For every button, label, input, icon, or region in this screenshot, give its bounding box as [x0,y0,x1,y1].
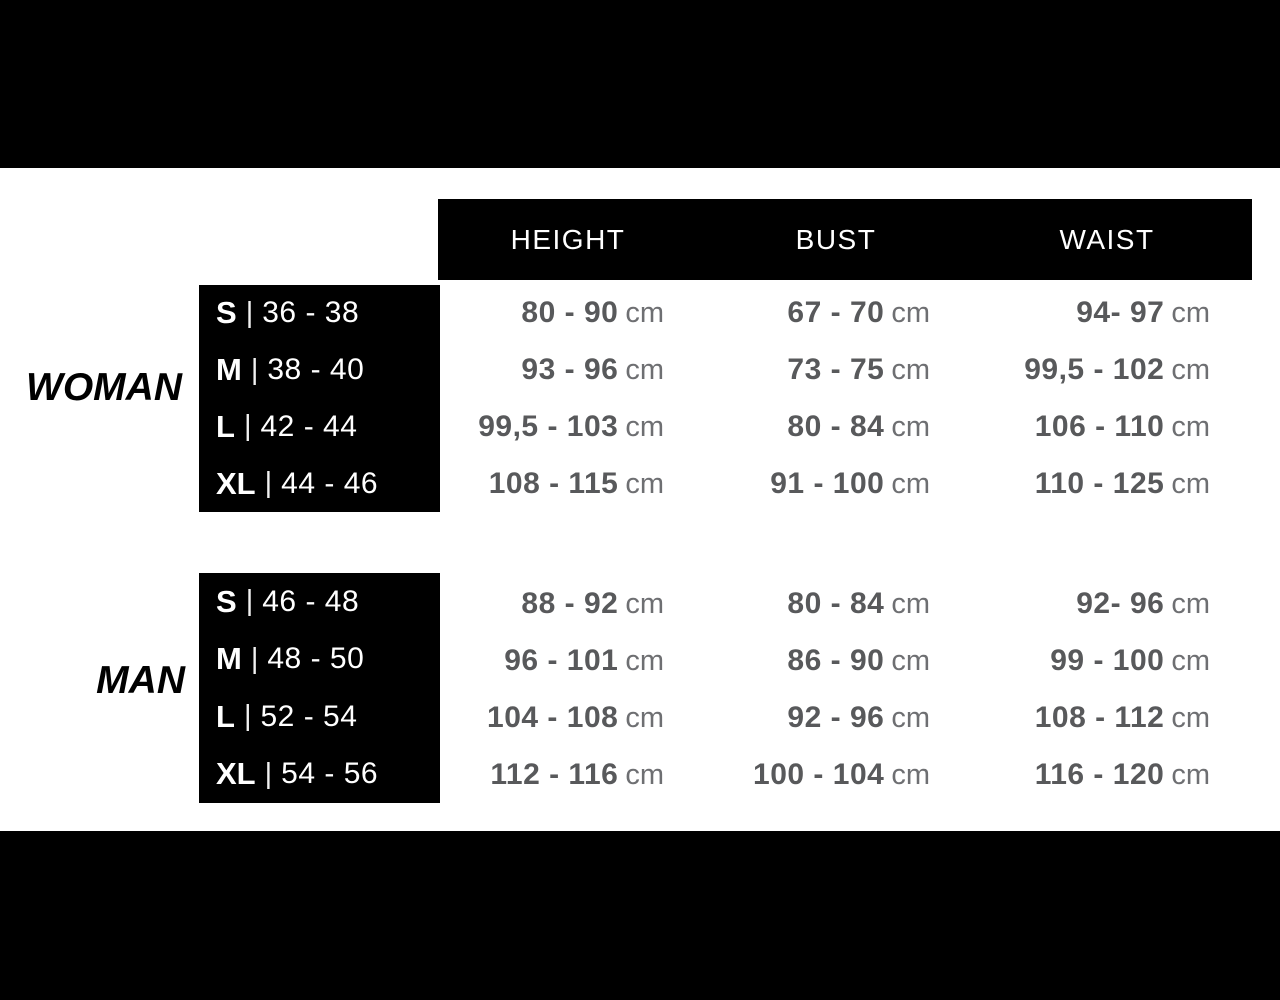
header-waist-label: WAIST [1059,224,1155,255]
measurement-value: 99,5 - 103 [478,410,619,443]
header-bust-label: BUST [795,224,877,255]
size-range: 38 - 40 [267,353,365,387]
measurement-unit: cm [1171,468,1210,500]
size-range: 46 - 48 [262,584,360,618]
man-m-waist-cell [870,633,1210,689]
man-xl-waist-cell [870,747,1210,803]
measurement-value: 93 - 96 [521,353,619,386]
size-separator: | [243,410,252,443]
woman-l-waist-cell [870,399,1210,455]
measurement-value: 80 - 84 [787,410,885,443]
measurement-unit: cm [1171,411,1210,443]
measurement-value: 108 - 115 [488,467,619,500]
measurement-value: 80 - 84 [787,587,885,620]
measurement-unit: cm [1171,297,1210,329]
size-letter: L [216,408,235,444]
measurement-unit: cm [891,588,930,620]
measurement-value: 100 - 104 [753,758,885,791]
size-separator: | [264,757,273,790]
measurement-unit: cm [625,759,664,791]
size-range: 54 - 56 [281,757,379,791]
measurement-unit: cm [891,354,930,386]
size-separator: | [245,585,254,618]
size-letter: M [216,352,242,388]
measurement-unit: cm [891,645,930,677]
woman-s-waist-cell [870,285,1210,341]
size-range: 44 - 46 [281,466,379,500]
measurement-value: 67 - 70 [787,296,885,329]
measurement-value: 104 - 108 [487,701,619,734]
measurement-value: 106 - 110 [1034,410,1165,443]
measurement-unit: cm [625,468,664,500]
measurement-value: 94- 97 [1076,296,1165,329]
size-range: 42 - 44 [260,409,358,443]
size-separator: | [250,642,259,675]
measurement-unit: cm [891,411,930,443]
man-section-label: MAN [96,659,185,702]
top-black-bar [0,0,1280,168]
measurement-value: 92 - 96 [787,701,885,734]
measurement-unit: cm [1171,354,1210,386]
bottom-black-bar [0,831,1280,1000]
measurement-unit: cm [625,354,664,386]
size-letter: S [216,583,237,619]
measurement-unit: cm [625,297,664,329]
measurement-value: 73 - 75 [787,353,885,386]
size-range: 48 - 50 [267,642,365,676]
measurement-unit: cm [625,702,664,734]
woman-xl-waist-cell [870,456,1210,512]
woman-section-label: WOMAN [26,366,182,409]
measurement-unit: cm [891,702,930,734]
measurement-unit: cm [891,759,930,791]
measurement-unit: cm [1171,759,1210,791]
measurement-value: 96 - 101 [504,644,619,677]
size-range: 36 - 38 [262,296,360,330]
measurement-unit: cm [1171,702,1210,734]
measurement-unit: cm [625,588,664,620]
size-separator: | [264,467,273,500]
size-letter: XL [216,465,256,501]
size-range: 52 - 54 [260,699,358,733]
measurement-unit: cm [891,297,930,329]
woman-m-waist-cell [870,342,1210,398]
size-letter: L [216,698,235,734]
measurement-unit: cm [1171,645,1210,677]
measurement-value: 86 - 90 [787,644,885,677]
size-separator: | [245,296,254,329]
size-letter: M [216,641,242,677]
measurement-value: 112 - 116 [490,758,619,791]
size-separator: | [243,700,252,733]
measurement-value: 92- 96 [1076,587,1165,620]
size-letter: XL [216,756,256,792]
measurement-value: 91 - 100 [770,467,885,500]
measurement-value: 99,5 - 102 [1024,353,1165,386]
measurement-value: 116 - 120 [1034,758,1165,791]
measurement-unit: cm [1171,588,1210,620]
measurement-value: 99 - 100 [1050,644,1165,677]
measurement-value: 108 - 112 [1034,701,1165,734]
man-s-waist-cell [870,576,1210,632]
measurement-unit: cm [625,645,664,677]
header-height-label: HEIGHT [510,224,626,255]
measurement-unit: cm [625,411,664,443]
size-letter: S [216,295,237,331]
measurement-value: 110 - 125 [1034,467,1165,500]
measurement-value: 80 - 90 [521,296,619,329]
measurement-unit: cm [891,468,930,500]
size-separator: | [250,353,259,386]
measurement-header [438,199,1252,280]
man-l-waist-cell [870,690,1210,746]
measurement-value: 88 - 92 [521,587,619,620]
